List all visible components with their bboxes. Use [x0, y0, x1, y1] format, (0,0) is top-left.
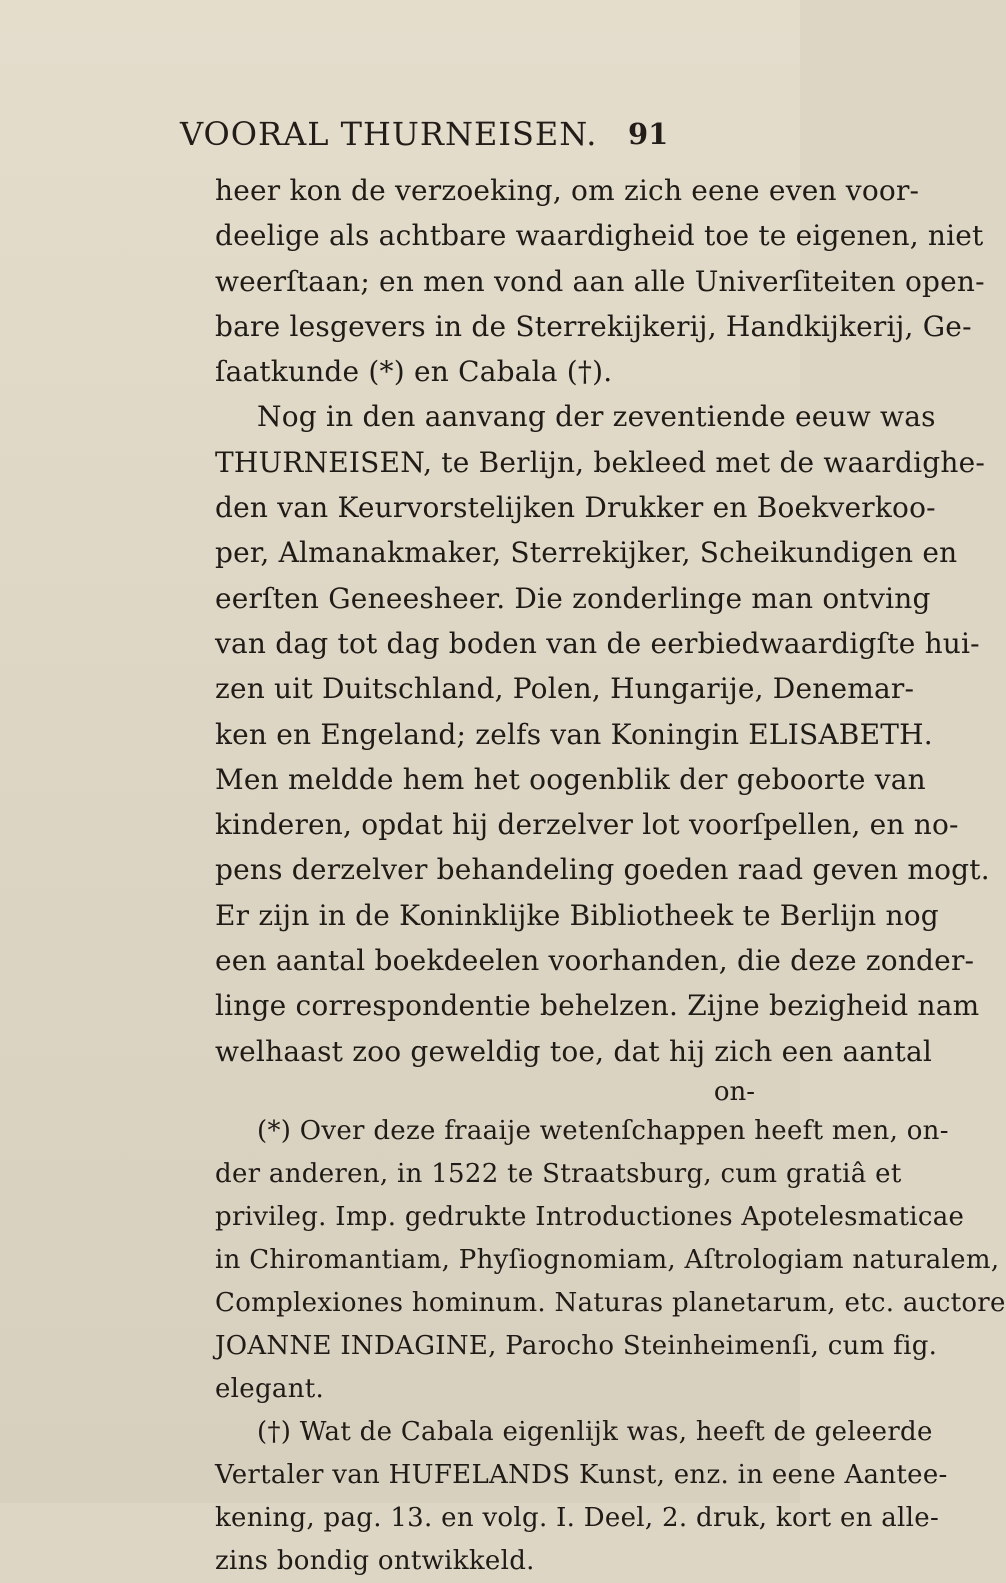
- text-line: Men meldde hem het oogenblik der geboorte van: [215, 762, 926, 796]
- text-line: THURNEISEN, te Berlijn, bekleed met de waardighe-: [215, 445, 986, 479]
- text-line: Nog in den aanvang der zeventiende eeuw was: [257, 400, 936, 434]
- footnote-line: zins bondig ontwikkeld.: [215, 1545, 535, 1576]
- footnote-line: Complexiones hominum. Naturas planetarum, etc. auctore: [215, 1287, 1006, 1318]
- text-line: welhaast zoo geweldig toe, dat hij zich een aantal: [215, 1034, 933, 1068]
- footnote-line: in Chiromantiam, Phyſiognomiam, Aſtrologiam naturalem,: [215, 1244, 1000, 1275]
- footnote-line: JOANNE INDAGINE, Parocho Steinheimenſi, cum fig.: [215, 1330, 938, 1361]
- page-header: [0, 115, 800, 165]
- footnote-line: kening, pag. 13. en volg. I. Deel, 2. druk, kort en alle-: [215, 1502, 940, 1533]
- text-line: deelige als achtbare waardigheid toe te eigenen, niet: [215, 219, 984, 253]
- text-line: den van Keurvorstelijken Drukker en Boekverkoo-: [215, 491, 936, 525]
- text-body: [215, 168, 1006, 1583]
- footnote-line: (*) Over deze fraaije wetenſchappen heeft men, on-: [257, 1115, 949, 1146]
- text-line: linge correspondentie behelzen. Zijne bezigheid nam: [215, 989, 980, 1023]
- footnotes: [215, 1110, 1006, 1583]
- text-line: Er zijn in de Koninklijke Bibliotheek te Berlijn nog: [215, 898, 939, 932]
- running-head: VOORAL THURNEISEN.: [180, 115, 598, 153]
- text-line: bare lesgevers in de Sterrekijkerij, Handkijkerij, Ge-: [215, 309, 972, 343]
- page-number: 91: [628, 117, 669, 151]
- text-line: pens derzelver behandeling goeden raad geven mogt.: [215, 853, 990, 887]
- footnote-line: elegant.: [215, 1373, 325, 1404]
- text-line: ken en Engeland; zelfs van Koningin ELISABETH.: [215, 717, 933, 751]
- text-line: weerſtaan; en men vond aan alle Univerſiteiten open-: [215, 264, 985, 298]
- text-line: van dag tot dag boden van de eerbiedwaardigſte hui-: [215, 626, 980, 660]
- footnote-line: (†) Wat de Cabala eigenlijk was, heeft de geleerde: [257, 1416, 933, 1447]
- catchword: on-: [713, 1076, 755, 1107]
- text-line: heer kon de verzoeking, om zich eene even voor-: [215, 174, 920, 207]
- footnote-line: Vertaler van HUFELANDS Kunst, enz. in eene Aantee-: [215, 1459, 948, 1490]
- text-line: per, Almanakmaker, Sterrekijker, Scheikundigen en: [215, 536, 958, 570]
- text-line: eerſten Geneesheer. Die zonderlinge man ontving: [215, 581, 931, 615]
- footnote-line: privileg. Imp. gedrukte Introductiones Apotelesmaticae: [215, 1201, 965, 1232]
- footnote-line: der anderen, in 1522 te Straatsburg, cum gratiâ et: [215, 1158, 902, 1189]
- text-line: zen uit Duitschland, Polen, Hungarije, Denemar-: [215, 672, 915, 706]
- text-line: een aantal boekdeelen voorhanden, die deze zonder-: [215, 944, 975, 978]
- text-line: ſaatkunde (*) en Cabala (†).: [215, 355, 613, 389]
- main-text: [215, 168, 990, 1074]
- text-line: kinderen, opdat hij derzelver lot voorſpellen, en no-: [215, 808, 959, 842]
